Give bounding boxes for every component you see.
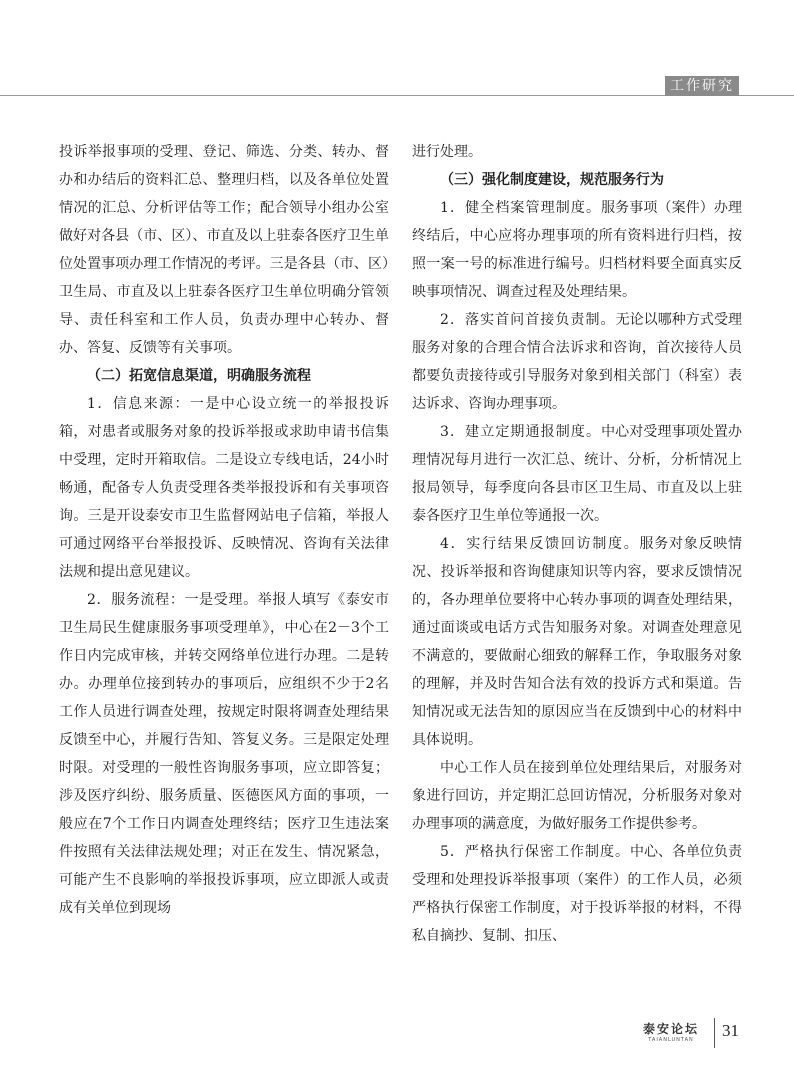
paragraph: 进行处理。 xyxy=(412,144,482,160)
journal-subtitle: TAIANLUNTAN xyxy=(648,1037,694,1043)
item-body: 中心、各单位负责受理和处理投诉举报事项（案件）的工作人员，必须严格执行保密工作制度，对于投诉举报的材料，不得私自摘抄、复制、扣压、 xyxy=(412,844,742,944)
right-column xyxy=(412,138,742,950)
list-item xyxy=(412,194,742,306)
left-column xyxy=(59,138,389,922)
list-item xyxy=(412,838,742,950)
item-body: 服务事项（案件）办理终结后，中心应将办理事项的所有资料进行归档，按照一案一号的标准进行编号。归档材料要全面真实反映事项情况、调查过程及处理结果。 xyxy=(412,200,742,300)
item-title: 3．建立定期通报制度。 xyxy=(440,424,602,440)
item-title: 1．健全档案管理制度。 xyxy=(440,200,602,216)
item-body: 无论以哪种方式受理服务对象的合理合情合法诉求和咨询，首次接待人员都要负责接待或引导服务对象到相关部门（科室）表达诉求、咨询办理事项。 xyxy=(412,312,742,412)
page-footer xyxy=(632,1018,752,1050)
paragraph: 2．服务流程：一是受理。举报人填写《泰安市卫生局民生健康服务事项受理单》，中心在2－3个工作日内完成审核，并转交网络单位进行办理。二是转办。办理单位接到转办的事项后，应组织不少于2名工作人员进行调查处理，按规定时限将调查处理结果反馈至中心，并履行告知、答复义务。三是限定处理时限。对受理的一般性咨询服务事项，应立即答复；涉及医疗纠纷、服务质量、医德医风方面的事项，一般应在7个工作日内调查处理终结；医疗卫生违法案件按照有关法律法规处理；对正在发生、情况紧急，可能产生不良影响的举报投诉事项，应立即派人或责成有关单位到现场 xyxy=(59,592,389,916)
paragraph: 1．信息来源：一是中心设立统一的举报投诉箱，对患者或服务对象的投诉举报或求助申请书信集中受理，定时开箱取信。二是设立专线电话，24小时畅通，配备专人负责受理各类举报投诉和有关事项咨询。三是开设泰安市卫生监督网站电子信箱，举报人可通过网络平台举报投诉、反映情况、咨询有关法律法规和提出意见建议。 xyxy=(59,396,389,580)
list-item xyxy=(412,418,742,530)
footer-divider xyxy=(714,1018,715,1048)
list-item xyxy=(412,306,742,418)
paragraph: 投诉举报事项的受理、登记、筛选、分类、转办、督办和办结后的资料汇总、整理归档，以及各单位处置情况的汇总、分析评估等工作；配合领导小组办公室做好对各县（市、区）、市直及以上驻泰各医疗卫生单位处置事项办理工作情况的考评。三是各县（市、区）卫生局、市直及以上驻泰各医疗卫生单位明确分管领导、责任科室和工作人员，负责办理中心转办、督办、答复、反馈等有关事项。 xyxy=(59,144,389,356)
section-heading: （二）拓宽信息渠道，明确服务流程 xyxy=(87,368,311,384)
item-title: 5．严格执行保密工作制度。 xyxy=(440,844,630,860)
page-number: 31 xyxy=(722,1021,739,1040)
item-title: 2．落实首问首接负责制。 xyxy=(440,312,616,328)
item-body: 中心对受理事项处置办理情况每月进行一次汇总、统计、分析，分析情况上报局领导，每季度向各县市区卫生局、市直及以上驻泰各医疗卫生单位等通报一次。 xyxy=(412,424,742,524)
section-heading: （三）强化制度建设，规范服务行为 xyxy=(440,172,664,188)
item-body: 服务对象反映情况、投诉举报和咨询健康知识等内容，要求反馈情况的，各办理单位要将中心转办事项的调查处理结果，通过面谈或电话方式告知服务对象。对调查处理意见不满意的，要做耐心细致的解释工作，争取服务对象的理解，并及时告知合法有效的投诉方式和渠道。告知情况或无法告知的原因应当在反馈到中心的材料中具体说明。 xyxy=(412,536,742,748)
section-tag: 工作研究 xyxy=(665,76,739,96)
paragraph: 中心工作人员在接到单位处理结果后，对服务对象进行回访，并定期汇总回访情况，分析服务对象对办理事项的满意度，为做好服务工作提供参考。 xyxy=(412,760,742,832)
journal-name: 泰安论坛 xyxy=(642,1022,699,1036)
list-item xyxy=(412,530,742,754)
item-title: 4．实行结果反馈回访制度。 xyxy=(440,536,640,552)
